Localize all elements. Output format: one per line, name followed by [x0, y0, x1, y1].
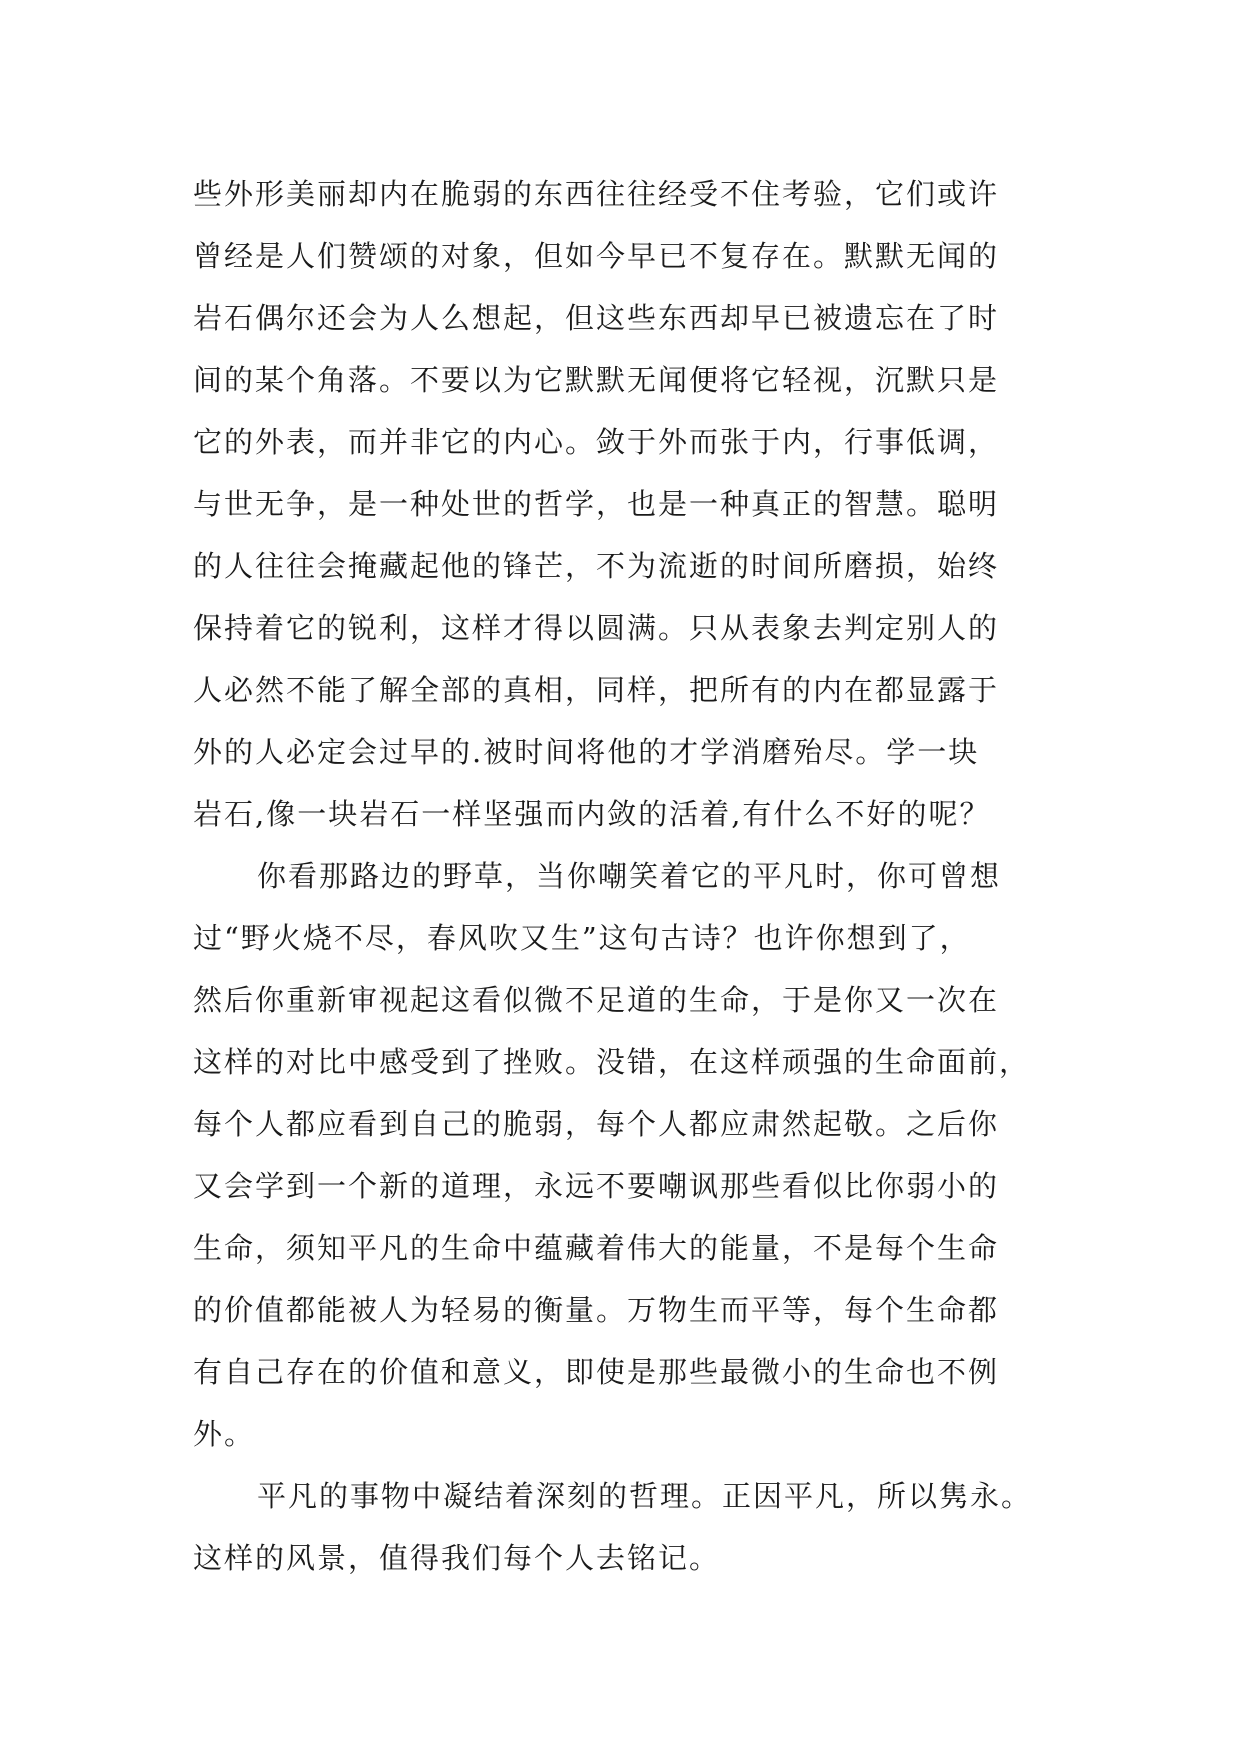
- text-line: 每个人都应看到自己的脆弱，每个人都应肃然起敬。之后你: [193, 1107, 1000, 1141]
- paragraph-first-line: 你看那路边的野草，当你嘲笑着它的平凡时，你可曾想: [257, 859, 1002, 893]
- text-line: 的人往往会掩藏起他的锋芒，不为流逝的时间所磨损，始终: [193, 549, 1000, 583]
- text-line: 外的人必定会过早的.被时间将他的才学消磨殆尽。学一块: [193, 735, 980, 769]
- text-line: 这样的对比中感受到了挫败。没错，在这样顽强的生命面前，: [193, 1045, 1031, 1079]
- text-line: 些外形美丽却内在脆弱的东西往往经受不住考验，它们或许: [193, 177, 1000, 211]
- paragraph-first-line: 平凡的事物中凝结着深刻的哲理。正因平凡，所以隽永。: [257, 1479, 1033, 1513]
- text-line: 生命，须知平凡的生命中蕴藏着伟大的能量，不是每个生命: [193, 1231, 1000, 1265]
- text-line: 它的外表，而并非它的内心。敛于外而张于内，行事低调，: [193, 425, 1000, 459]
- text-line: 保持着它的锐利，这样才得以圆满。只从表象去判定别人的: [193, 611, 1000, 645]
- text-line: 然后你重新审视起这看似微不足道的生命，于是你又一次在: [193, 983, 1000, 1017]
- text-line: 人必然不能了解全部的真相，同样，把所有的内在都显露于: [193, 673, 1000, 707]
- text-line: 间的某个角落。不要以为它默默无闻便将它轻视，沉默只是: [193, 363, 1000, 397]
- text-line: 与世无争，是一种处世的哲学，也是一种真正的智慧。聪明: [193, 487, 1000, 521]
- body-text: [193, 163, 1053, 1589]
- text-line: 有自己存在的价值和意义，即使是那些最微小的生命也不例: [193, 1355, 1000, 1389]
- text-line: 曾经是人们赞颂的对象，但如今早已不复存在。默默无闻的: [193, 239, 1000, 273]
- text-line: 外。: [193, 1417, 256, 1451]
- text-line: 岩石,像一块岩石一样坚强而内敛的活着,有什么不好的呢？: [193, 797, 991, 831]
- text-line: 这样的风景，值得我们每个人去铭记。: [193, 1541, 721, 1575]
- text-line: 的价值都能被人为轻易的衡量。万物生而平等，每个生命都: [193, 1293, 1000, 1327]
- text-line: 岩石偶尔还会为人么想起，但这些东西却早已被遗忘在了时: [193, 301, 1000, 335]
- text-line: 过“野火烧不尽，春风吹又生”这句古诗？也许你想到了，: [193, 921, 971, 955]
- text-line: 又会学到一个新的道理，永远不要嘲讽那些看似比你弱小的: [193, 1169, 1000, 1203]
